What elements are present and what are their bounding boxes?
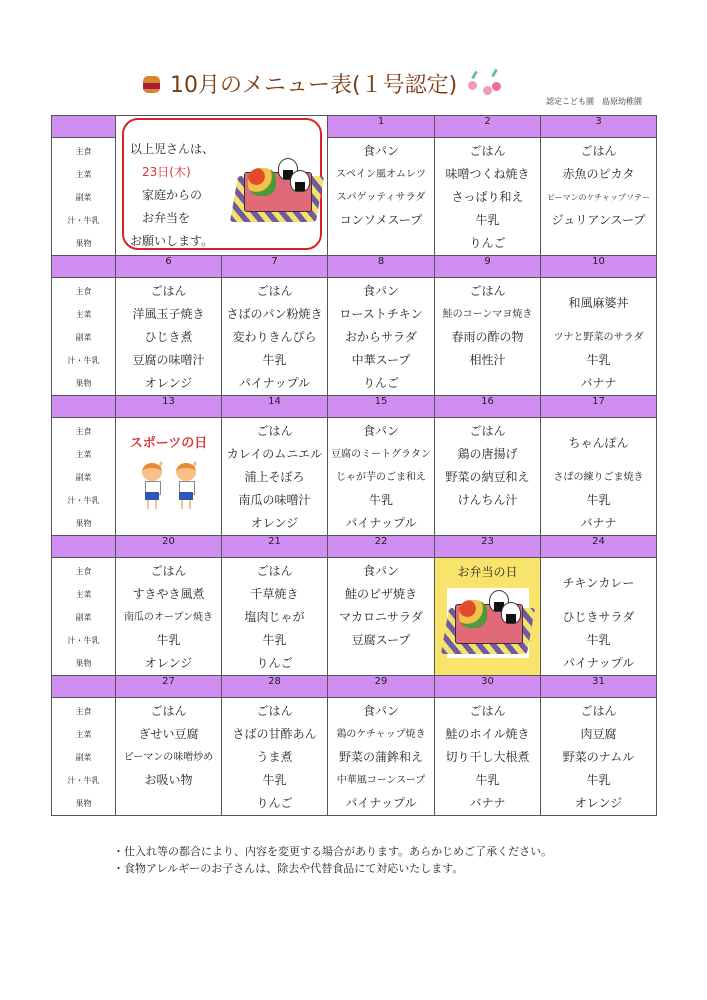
menu-item: すきやき風煮 — [132, 587, 205, 601]
menu-item: ピーマンの味噌炒め — [123, 752, 214, 763]
date-header: 22 — [328, 536, 435, 558]
menu-day-cell — [435, 698, 541, 816]
menu-item: 豆腐の味噌汁 — [132, 353, 205, 367]
row-label: 副菜 — [75, 473, 92, 482]
menu-item: 野菜のナムル — [562, 750, 635, 764]
menu-item: ひじきサラダ — [562, 610, 635, 624]
menu-day-cell — [222, 698, 328, 816]
row-label: 汁・牛乳 — [67, 776, 100, 785]
row-label: 主菜 — [75, 590, 92, 599]
school-name: 認定こども園 島原幼稚園 — [546, 97, 642, 106]
menu-item — [328, 232, 434, 255]
notice-line: 23日(木) — [142, 164, 191, 179]
menu-item: ひじき煮 — [144, 330, 193, 344]
menu-item: チキンカレー — [562, 576, 635, 590]
row-label: 主食 — [75, 147, 92, 156]
menu-item: パイナップル — [345, 796, 417, 810]
menu-item: さばの練りごま焼き — [553, 472, 644, 483]
menu-day-cell — [116, 698, 222, 816]
menu-item: 牛乳 — [475, 213, 500, 227]
menu-item: 食パン — [362, 424, 399, 438]
date-header: 16 — [435, 396, 541, 418]
menu-item — [116, 792, 221, 815]
menu-item: ごはん — [256, 704, 293, 718]
row-label: 汁・牛乳 — [67, 356, 100, 365]
week-header-row — [52, 536, 657, 558]
date-header: 21 — [222, 536, 328, 558]
menu-day-cell — [328, 138, 435, 256]
date-header: 20 — [116, 536, 222, 558]
menu-item: 牛乳 — [262, 633, 287, 647]
menu-item: 塩肉じゃが — [244, 610, 305, 624]
menu-item: ぎせい豆腐 — [138, 727, 199, 741]
row-label: 主食 — [75, 707, 92, 716]
date-header: 6 — [116, 256, 222, 278]
menu-item: ごはん — [150, 704, 187, 718]
row-label: 果物 — [75, 239, 92, 248]
menu-item: お吸い物 — [144, 773, 193, 787]
menu-day-cell — [541, 138, 657, 256]
page-title: 10月のメニュー表(１号認定) — [170, 73, 458, 98]
menu-item: ごはん — [469, 424, 506, 438]
menu-day-cell — [435, 138, 541, 256]
menu-day-cell — [222, 418, 328, 536]
menu-item: りんご — [469, 236, 506, 250]
menu-item: 食パン — [362, 144, 399, 158]
menu-item: ごはん — [580, 704, 617, 718]
menu-day-cell — [541, 698, 657, 816]
menu-item: ごはん — [150, 284, 187, 298]
menu-item: 牛乳 — [262, 353, 287, 367]
menu-item: ごはん — [469, 704, 506, 718]
date-header: 3 — [541, 116, 657, 138]
menu-item: マカロニサラダ — [339, 610, 423, 624]
menu-item: スパゲッティサラダ — [336, 192, 426, 203]
menu-item: ツナと野菜のサラダ — [553, 332, 644, 343]
menu-item: 鮭のコーンマヨ焼き — [442, 309, 533, 320]
row-labels — [52, 278, 116, 396]
footer-notes — [113, 843, 552, 877]
menu-day-cell — [328, 278, 435, 396]
date-header: 14 — [222, 396, 328, 418]
row-label: 主菜 — [75, 730, 92, 739]
menu-item: 鶏の唐揚げ — [457, 447, 518, 461]
menu-item: さっぱり和え — [451, 190, 524, 204]
menu-item: カレイのムニエル — [226, 447, 323, 461]
menu-day-cell — [541, 558, 657, 676]
menu-item: うま煮 — [256, 750, 293, 764]
menu-item: 中華風コーンスープ — [336, 775, 426, 786]
date-header: 15 — [328, 396, 435, 418]
week-header-row — [52, 256, 657, 278]
date-header: 7 — [222, 256, 328, 278]
menu-item: じゃが芋のごま和え — [336, 472, 426, 483]
menu-item: 食パン — [362, 284, 399, 298]
date-header: 28 — [222, 676, 328, 698]
menu-item: オレンジ — [144, 376, 193, 390]
menu-item: ジュリアンスープ — [551, 213, 646, 227]
menu-table — [51, 115, 657, 816]
row-label: 主食 — [75, 287, 92, 296]
menu-item: 切り干し大根煮 — [445, 750, 530, 764]
menu-item: 浦上そぼろ — [244, 470, 305, 484]
menu-item: 野菜の納豆和え — [445, 470, 530, 484]
menu-item: 牛乳 — [586, 493, 611, 507]
date-header: 27 — [116, 676, 222, 698]
menu-item: りんご — [256, 796, 293, 810]
menu-item: オレンジ — [144, 656, 193, 670]
week-header-row — [52, 396, 657, 418]
menu-item — [435, 512, 540, 535]
menu-day-cell — [328, 558, 435, 676]
notice-line: お願いします。 — [130, 233, 214, 248]
date-header: 30 — [435, 676, 541, 698]
menu-item: ピーマンのケチャップソテー — [546, 193, 651, 202]
bento-day-label: お弁当の日 — [457, 565, 518, 579]
menu-item: 洋風玉子焼き — [132, 307, 205, 321]
date-header: 8 — [328, 256, 435, 278]
date-header: 23 — [435, 536, 541, 558]
bento-notice-cell — [116, 138, 328, 256]
menu-item: パイナップル — [562, 656, 635, 670]
menu-item: ごはん — [469, 144, 506, 158]
menu-item: 豆腐のミートグラタン — [331, 449, 431, 460]
row-labels — [52, 698, 116, 816]
date-header: 2 — [435, 116, 541, 138]
menu-item: 牛乳 — [156, 633, 181, 647]
row-label: 汁・牛乳 — [67, 216, 100, 225]
menu-day-cell — [116, 558, 222, 676]
notice-line: お弁当を — [142, 210, 191, 225]
menu-item: 鮭のホイル焼き — [445, 727, 530, 741]
menu-item: ローストチキン — [339, 307, 423, 321]
menu-item: 肉豆腐 — [580, 727, 617, 741]
menu-day-cell — [435, 418, 541, 536]
menu-item: 南瓜の味噌汁 — [238, 493, 311, 507]
event-label: スポーツの日 — [129, 436, 208, 451]
notice-line: 家庭からの — [142, 187, 203, 202]
title-area — [138, 68, 505, 99]
menu-day-cell — [222, 278, 328, 396]
row-labels — [52, 418, 116, 536]
row-labels — [52, 558, 116, 676]
footer-note: ・食物アレルギーのお子さんは、除去や代替食品にて対応いたします。 — [113, 862, 464, 875]
date-header: 9 — [435, 256, 541, 278]
footer-note: ・仕入れ等の都合により、内容を変更する場合があります。あらかじめご了承ください。 — [113, 845, 553, 858]
row-label: 副菜 — [75, 193, 92, 202]
row-label: 主菜 — [75, 170, 92, 179]
menu-day-cell — [541, 278, 657, 396]
menu-item: 野菜の蒲鉾和え — [338, 750, 423, 764]
menu-item — [328, 652, 434, 675]
menu-item: りんご — [256, 656, 293, 670]
event-day-cell — [116, 418, 222, 536]
bento-box-icon — [445, 590, 535, 656]
menu-item: 味噌つくね焼き — [445, 167, 530, 181]
exercising-children-icon — [134, 461, 204, 509]
menu-item: 春雨の酢の物 — [451, 330, 524, 344]
row-label: 果物 — [75, 519, 92, 528]
menu-item: りんご — [362, 376, 399, 390]
menu-day-cell — [328, 698, 435, 816]
menu-day-cell — [541, 418, 657, 536]
bento-box-icon — [234, 158, 324, 224]
menu-item: 牛乳 — [475, 773, 500, 787]
header-blank — [52, 256, 116, 278]
menu-item: 食パン — [362, 564, 399, 578]
menu-item: 鶏のケチャップ焼き — [336, 729, 426, 740]
menu-item: ごはん — [580, 144, 617, 158]
menu-item: 牛乳 — [586, 633, 611, 647]
week-header-row — [52, 676, 657, 698]
row-label: 主菜 — [75, 450, 92, 459]
menu-item: オレンジ — [250, 516, 299, 530]
menu-item: ちゃんぽん — [568, 436, 629, 450]
menu-day-cell — [222, 558, 328, 676]
menu-item: ごはん — [256, 284, 293, 298]
menu-item: 千草焼き — [250, 587, 299, 601]
row-label: 果物 — [75, 799, 92, 808]
bento-day-cell — [435, 558, 541, 676]
menu-item: ごはん — [256, 564, 293, 578]
row-labels — [52, 138, 116, 256]
menu-item: コンソメスープ — [339, 213, 423, 227]
row-label: 果物 — [75, 379, 92, 388]
date-header: 29 — [328, 676, 435, 698]
row-label: 副菜 — [75, 333, 92, 342]
menu-item: パイナップル — [345, 516, 417, 530]
menu-item: 牛乳 — [262, 773, 287, 787]
row-label: 果物 — [75, 659, 92, 668]
row-label: 汁・牛乳 — [67, 496, 100, 505]
menu-item: パイナップル — [238, 376, 311, 390]
date-header: 13 — [116, 396, 222, 418]
menu-item: 相性汁 — [469, 353, 506, 367]
row-label: 副菜 — [75, 613, 92, 622]
menu-item: おからサラダ — [345, 330, 417, 344]
date-header: 1 — [328, 116, 435, 138]
menu-item: けんちん汁 — [457, 493, 518, 507]
menu-item: さばのパン粉焼き — [226, 307, 323, 321]
menu-day-cell — [435, 278, 541, 396]
header-blank — [52, 116, 116, 138]
menu-item: 牛乳 — [586, 773, 611, 787]
menu-item: 南瓜のオーブン焼き — [123, 612, 214, 623]
menu-day-cell — [116, 278, 222, 396]
mascot-icon — [138, 72, 164, 96]
row-label: 主食 — [75, 427, 92, 436]
menu-item: さばの甘酢あん — [232, 727, 317, 741]
menu-item — [541, 232, 656, 255]
menu-item: 和風麻婆丼 — [568, 296, 629, 310]
menu-item: ごはん — [256, 424, 293, 438]
menu-item: ごはん — [150, 564, 187, 578]
menu-item: 牛乳 — [368, 493, 393, 507]
header-blank — [52, 536, 116, 558]
menu-item: 変わりきんぴら — [232, 330, 317, 344]
date-header: 31 — [541, 676, 657, 698]
menu-item: バナナ — [580, 516, 617, 530]
menu-item: バナナ — [469, 796, 506, 810]
menu-item: スペイン風オムレツ — [336, 169, 426, 180]
notice-line: 以上児さんは、 — [130, 141, 215, 156]
menu-item: 牛乳 — [586, 353, 611, 367]
menu-item — [435, 372, 540, 395]
flower-icon — [465, 69, 505, 99]
menu-item: 食パン — [362, 704, 399, 718]
menu-item: 豆腐スープ — [351, 633, 411, 647]
menu-item: 中華スープ — [351, 353, 411, 367]
menu-day-cell — [328, 418, 435, 536]
date-header: 24 — [541, 536, 657, 558]
row-label: 主食 — [75, 567, 92, 576]
date-header: 10 — [541, 256, 657, 278]
menu-item: バナナ — [580, 376, 617, 390]
row-label: 副菜 — [75, 753, 92, 762]
header-blank — [52, 396, 116, 418]
menu-item: 赤魚のピカタ — [562, 167, 635, 181]
header-blank — [52, 676, 116, 698]
date-header: 17 — [541, 396, 657, 418]
menu-item: オレンジ — [574, 796, 623, 810]
menu-item: 鮭のピザ焼き — [344, 587, 417, 601]
row-label: 主菜 — [75, 310, 92, 319]
menu-item: ごはん — [469, 284, 506, 298]
row-label: 汁・牛乳 — [67, 636, 100, 645]
